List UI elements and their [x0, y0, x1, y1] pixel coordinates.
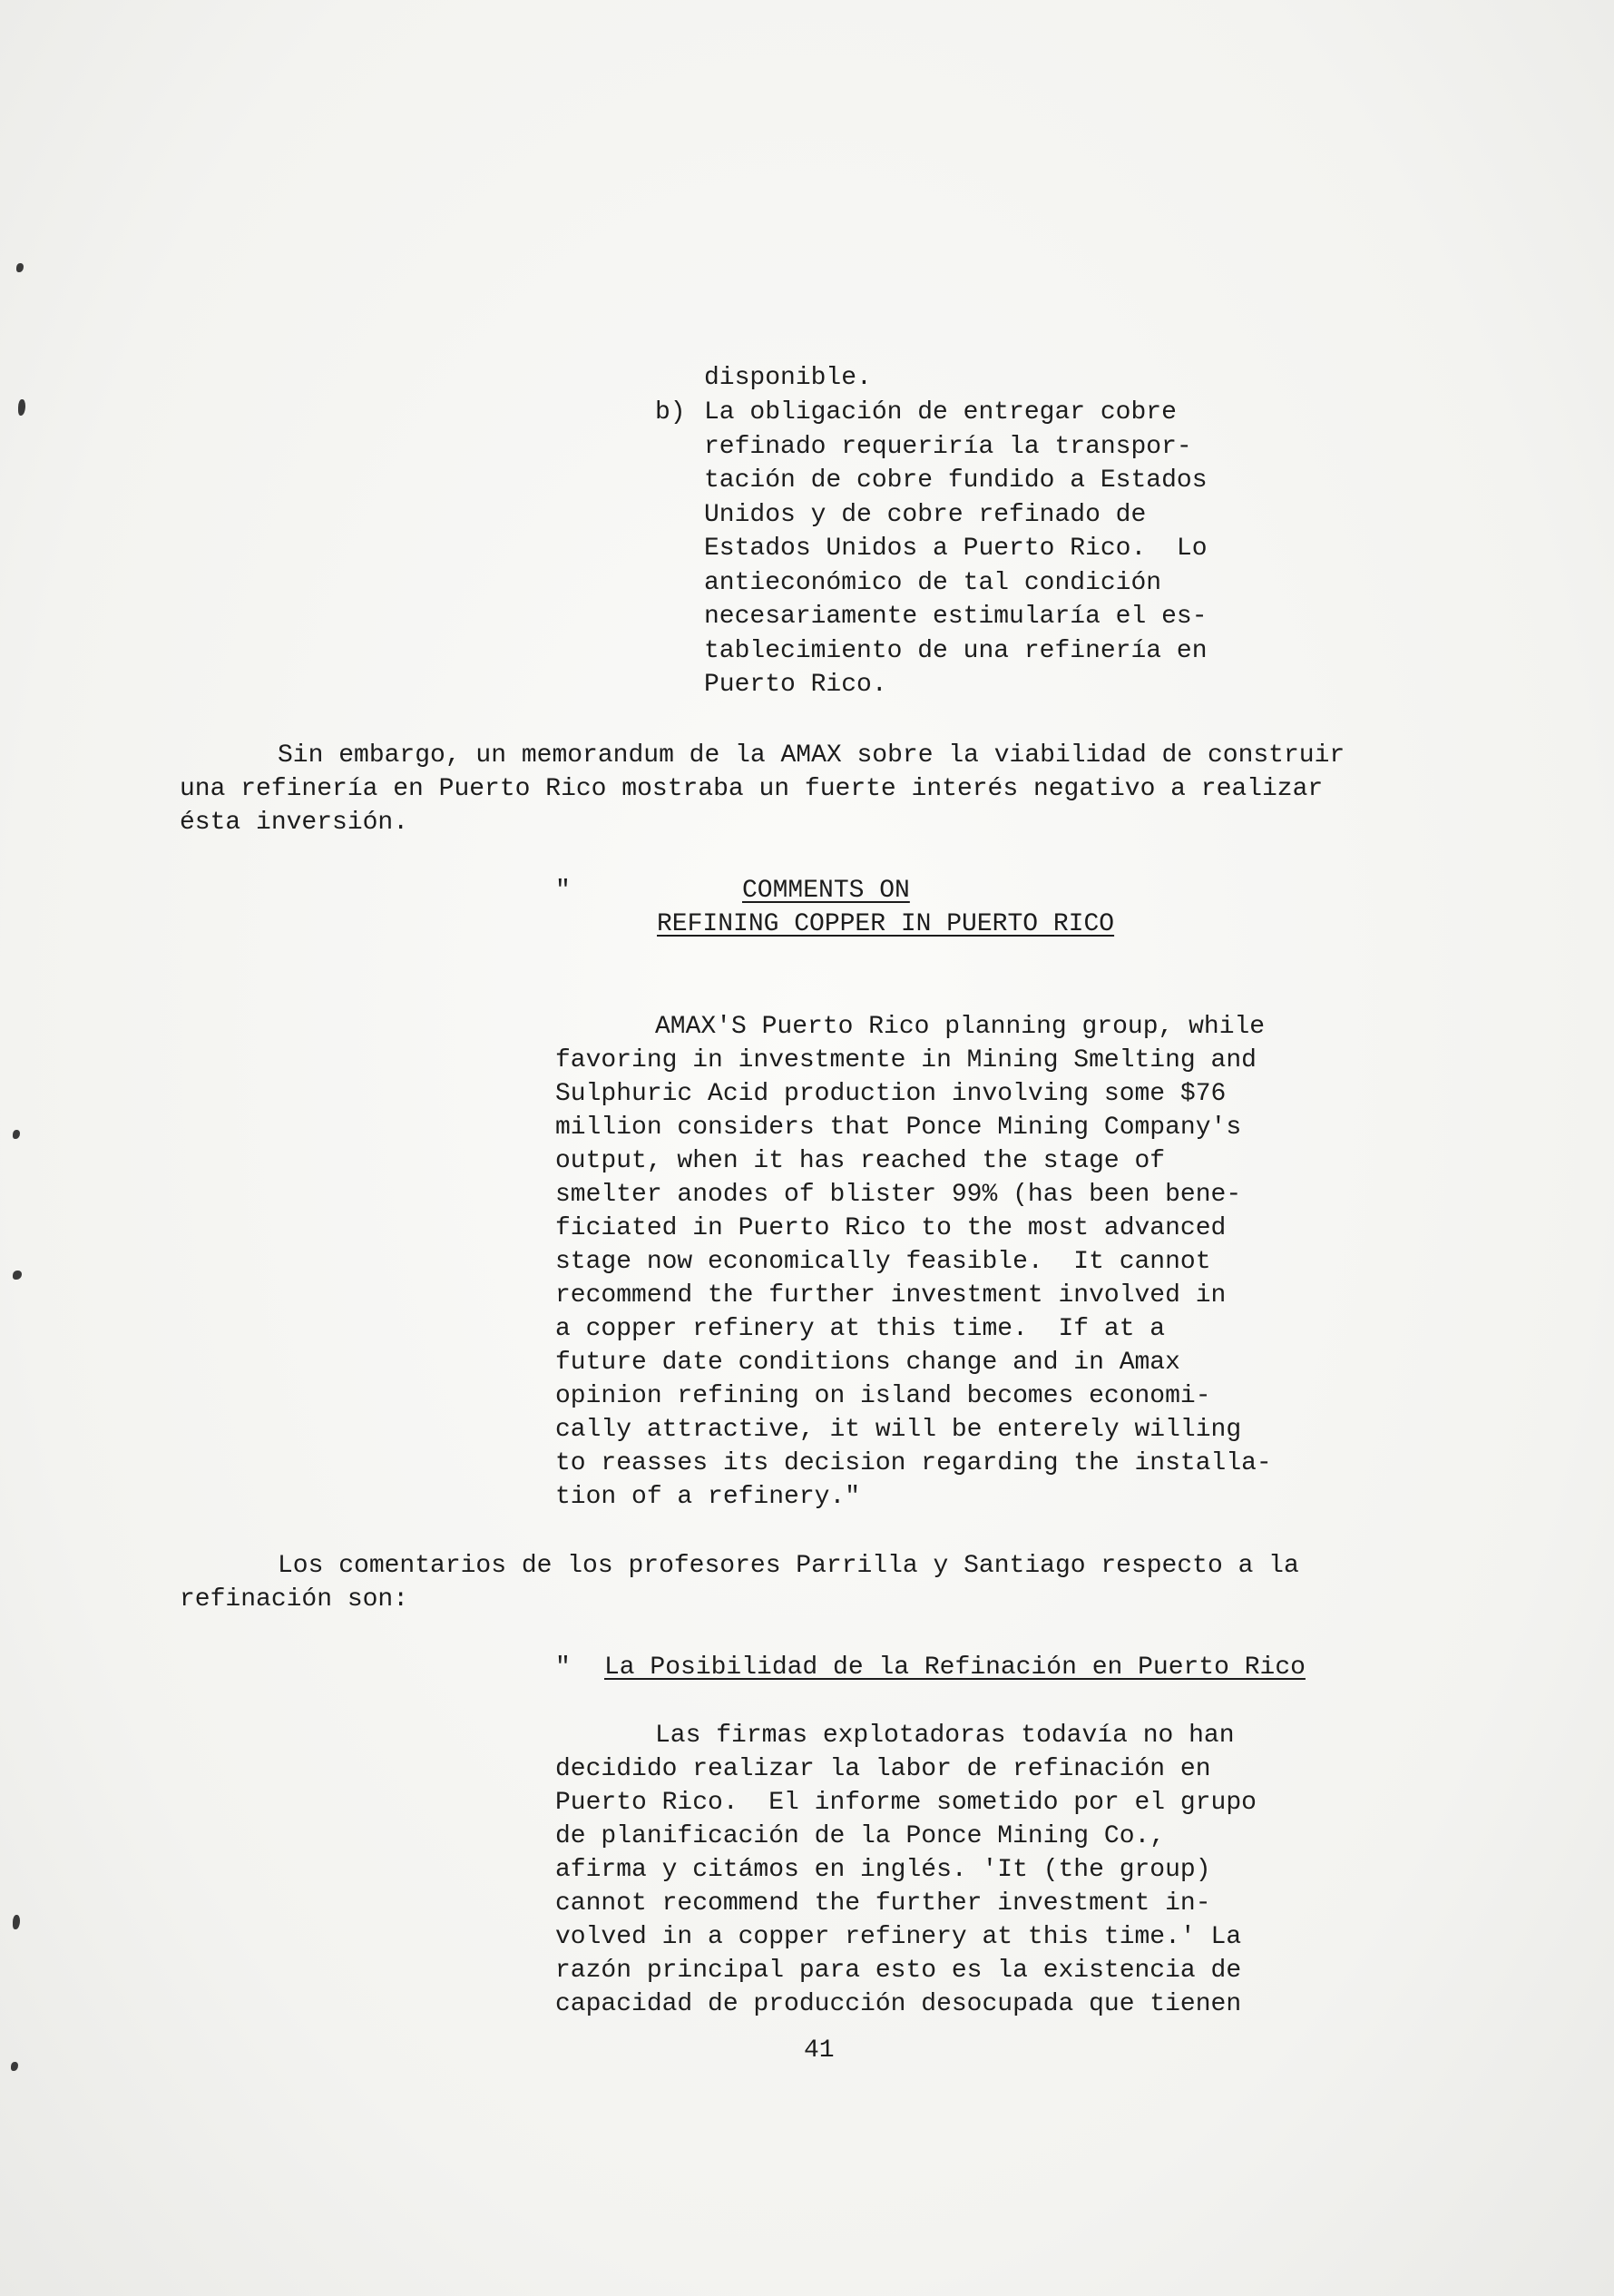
- quote-line: output, when it has reached the stage of: [555, 1147, 1166, 1175]
- quote-line: Puerto Rico. El informe sometido por el grupo: [555, 1789, 1257, 1817]
- quote-line: future date conditions change and in Amax: [555, 1349, 1180, 1377]
- quote-line: volved in a copper refinery at this time.' La: [555, 1923, 1242, 1951]
- quote-open-mark: ": [555, 877, 571, 905]
- binding-hole-mark: [18, 399, 25, 416]
- quote-line: Sulphuric Acid production involving some $76: [555, 1080, 1227, 1108]
- quote-line: decidido realizar la labor de refinación en: [555, 1755, 1211, 1783]
- quote-line: opinion refining on island becomes economi-: [555, 1382, 1211, 1410]
- quote-line: stage now economically feasible. It cannot: [555, 1248, 1211, 1276]
- list-item-line: necesariamente estimularía el es-: [704, 603, 1208, 631]
- paragraph-line: refinación son:: [180, 1585, 409, 1614]
- paragraph-line: una refinería en Puerto Rico mostraba un fuerte interés negativo a realizar: [180, 775, 1324, 803]
- list-item-line: Estados Unidos a Puerto Rico. Lo: [704, 535, 1208, 563]
- quote-heading: La Posibilidad de la Refinación en Puerto Rico: [604, 1653, 1306, 1682]
- quote-line: AMAX'S Puerto Rico planning group, while: [655, 1013, 1266, 1041]
- quote-line: smelter anodes of blister 99% (has been bene-: [555, 1181, 1242, 1209]
- binding-hole-mark: [13, 1915, 20, 1929]
- paragraph-line: Los comentarios de los profesores Parrilla y Santiago respecto a la: [278, 1552, 1299, 1580]
- quote-line: Las firmas explotadoras todavía no han: [655, 1722, 1235, 1750]
- list-item-line: Puerto Rico.: [704, 671, 887, 699]
- quote-line: million considers that Ponce Mining Company's: [555, 1114, 1242, 1142]
- page-number: 41: [804, 2036, 835, 2065]
- quote-line: afirma y citámos en inglés. 'It (the group): [555, 1856, 1211, 1884]
- list-item-label: b): [655, 398, 686, 427]
- quote-line: capacidad de producción desocupada que tienen: [555, 1990, 1242, 2018]
- list-item-line: tación de cobre fundido a Estados: [704, 466, 1208, 495]
- quote-heading: COMMENTS ON: [742, 877, 910, 905]
- paragraph-line: Sin embargo, un memorandum de la AMAX sobre la viabilidad de construir: [278, 741, 1345, 770]
- list-item-line: antieconómico de tal condición: [704, 569, 1162, 597]
- quote-heading: REFINING COPPER IN PUERTO RICO: [657, 910, 1115, 938]
- binding-hole-mark: [11, 2062, 18, 2071]
- quote-line: favoring in investmente in Mining Smelting and: [555, 1046, 1257, 1074]
- paragraph-line: ésta inversión.: [180, 809, 409, 837]
- binding-hole-mark: [13, 1271, 22, 1280]
- list-item-line: refinado requeriría la transpor-: [704, 433, 1192, 461]
- quote-line: cally attractive, it will be enterely willing: [555, 1416, 1242, 1444]
- quote-line: recommend the further investment involved in: [555, 1281, 1227, 1310]
- quote-line: cannot recommend the further investment in-: [555, 1889, 1211, 1918]
- quote-line: a copper refinery at this time. If at a: [555, 1315, 1166, 1343]
- list-item-line: tablecimiento de una refinería en: [704, 637, 1208, 665]
- list-item-line: La obligación de entregar cobre: [704, 398, 1177, 427]
- binding-hole-mark: [13, 1130, 20, 1139]
- quote-open-mark: ": [555, 1653, 571, 1682]
- quote-line: razón principal para esto es la existencia de: [555, 1957, 1242, 1985]
- binding-hole-mark: [16, 263, 24, 272]
- list-item-line: Unidos y de cobre refinado de: [704, 501, 1147, 529]
- list-continuation: disponible.: [704, 364, 872, 392]
- quote-line: to reasses its decision regarding the installa-: [555, 1449, 1272, 1477]
- quote-line: tion of a refinery.": [555, 1483, 861, 1511]
- quote-line: ficiated in Puerto Rico to the most advanced: [555, 1214, 1227, 1242]
- quote-line: de planificación de la Ponce Mining Co.,: [555, 1822, 1166, 1850]
